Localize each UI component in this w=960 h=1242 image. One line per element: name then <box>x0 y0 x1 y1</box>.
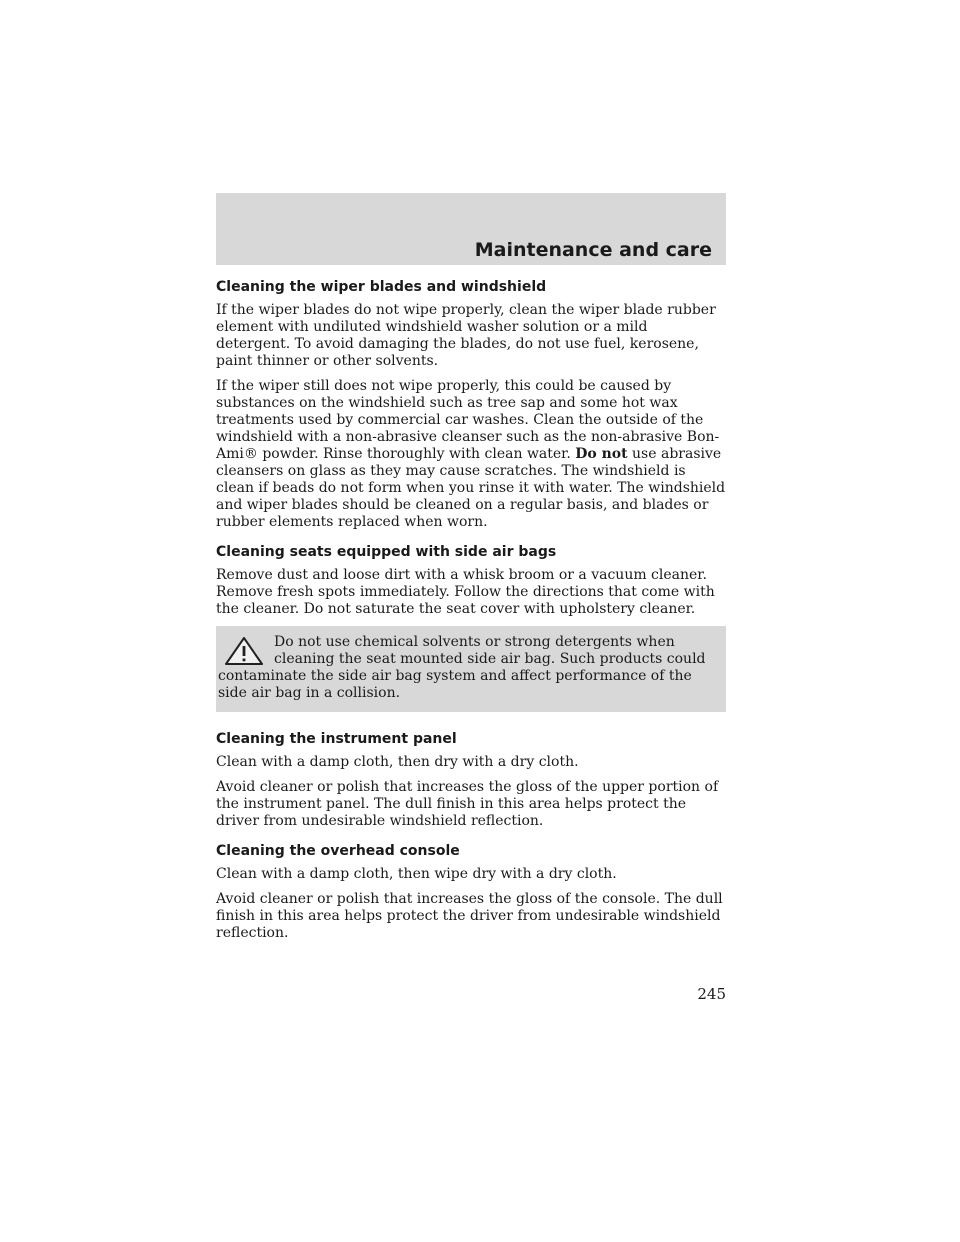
section-title: Maintenance and care <box>474 239 712 261</box>
paragraph-instrument-2: Avoid cleaner or polish that increases the gloss of the upper portion of the instrument panel. The dull finish in this area helps protect the driver from undesirable windshield reflection. <box>216 779 719 829</box>
paragraph-wiper-2-bold: Do not <box>575 446 628 462</box>
paragraph-wiper-2 <box>216 378 726 531</box>
warning-text: Do not use chemical solvents or strong detergents when cleaning the seat mounted side air bag. Such products could contaminate the side air bag system and affect performance of the side air bag in a collision. <box>218 634 706 701</box>
paragraph-console-2: Avoid cleaner or polish that increases the gloss of the console. The dull finish in this area helps protect the driver from undesirable windshield reflection. <box>216 891 723 941</box>
paragraph-wiper-1: If the wiper blades do not wipe properly, clean the wiper blade rubber element with undiluted windshield washer solution or a mild detergent. To avoid damaging the blades, do not use fuel, kerosene, paint thinner or other solvents. <box>216 302 716 369</box>
section-header-band <box>216 193 726 265</box>
page-number: 245 <box>697 985 726 1003</box>
heading-wiper-blades: Cleaning the wiper blades and windshield <box>216 279 547 295</box>
paragraph-wiper-2-text-a: If the wiper still does not wipe properly, this could be caused by substances on the windshield such as tree sap and some hot wax treatments used by commercial car washes. Clean the outside of the windshield with a non-abrasive cleanser such as the non-abrasive Bon-Ami® powder. Rinse thoroughly with clean water. <box>216 378 720 462</box>
warning-triangle-icon <box>224 636 264 666</box>
heading-overhead-console: Cleaning the overhead console <box>216 843 460 859</box>
paragraph-seats-1: Remove dust and loose dirt with a whisk broom or a vacuum cleaner. Remove fresh spots immediately. Follow the directions that come with the cleaner. Do not saturate the seat cover with upholstery cleaner. <box>216 567 715 617</box>
paragraph-console-1: Clean with a damp cloth, then wipe dry with a dry cloth. <box>216 866 617 882</box>
paragraph-wiper-2-text-b: use abrasive cleansers on glass as they may cause scratches. The windshield is clean if beads do not form when you rinse it with water. The windshield and wiper blades should be cleaned on a regular basis, and blades or rubber elements replaced when worn. <box>216 446 726 530</box>
page-content <box>216 278 726 950</box>
paragraph-instrument-1: Clean with a damp cloth, then dry with a dry cloth. <box>216 754 579 770</box>
warning-box <box>216 626 726 712</box>
heading-seats-side-air-bags: Cleaning seats equipped with side air bags <box>216 544 557 560</box>
heading-instrument-panel: Cleaning the instrument panel <box>216 731 457 747</box>
